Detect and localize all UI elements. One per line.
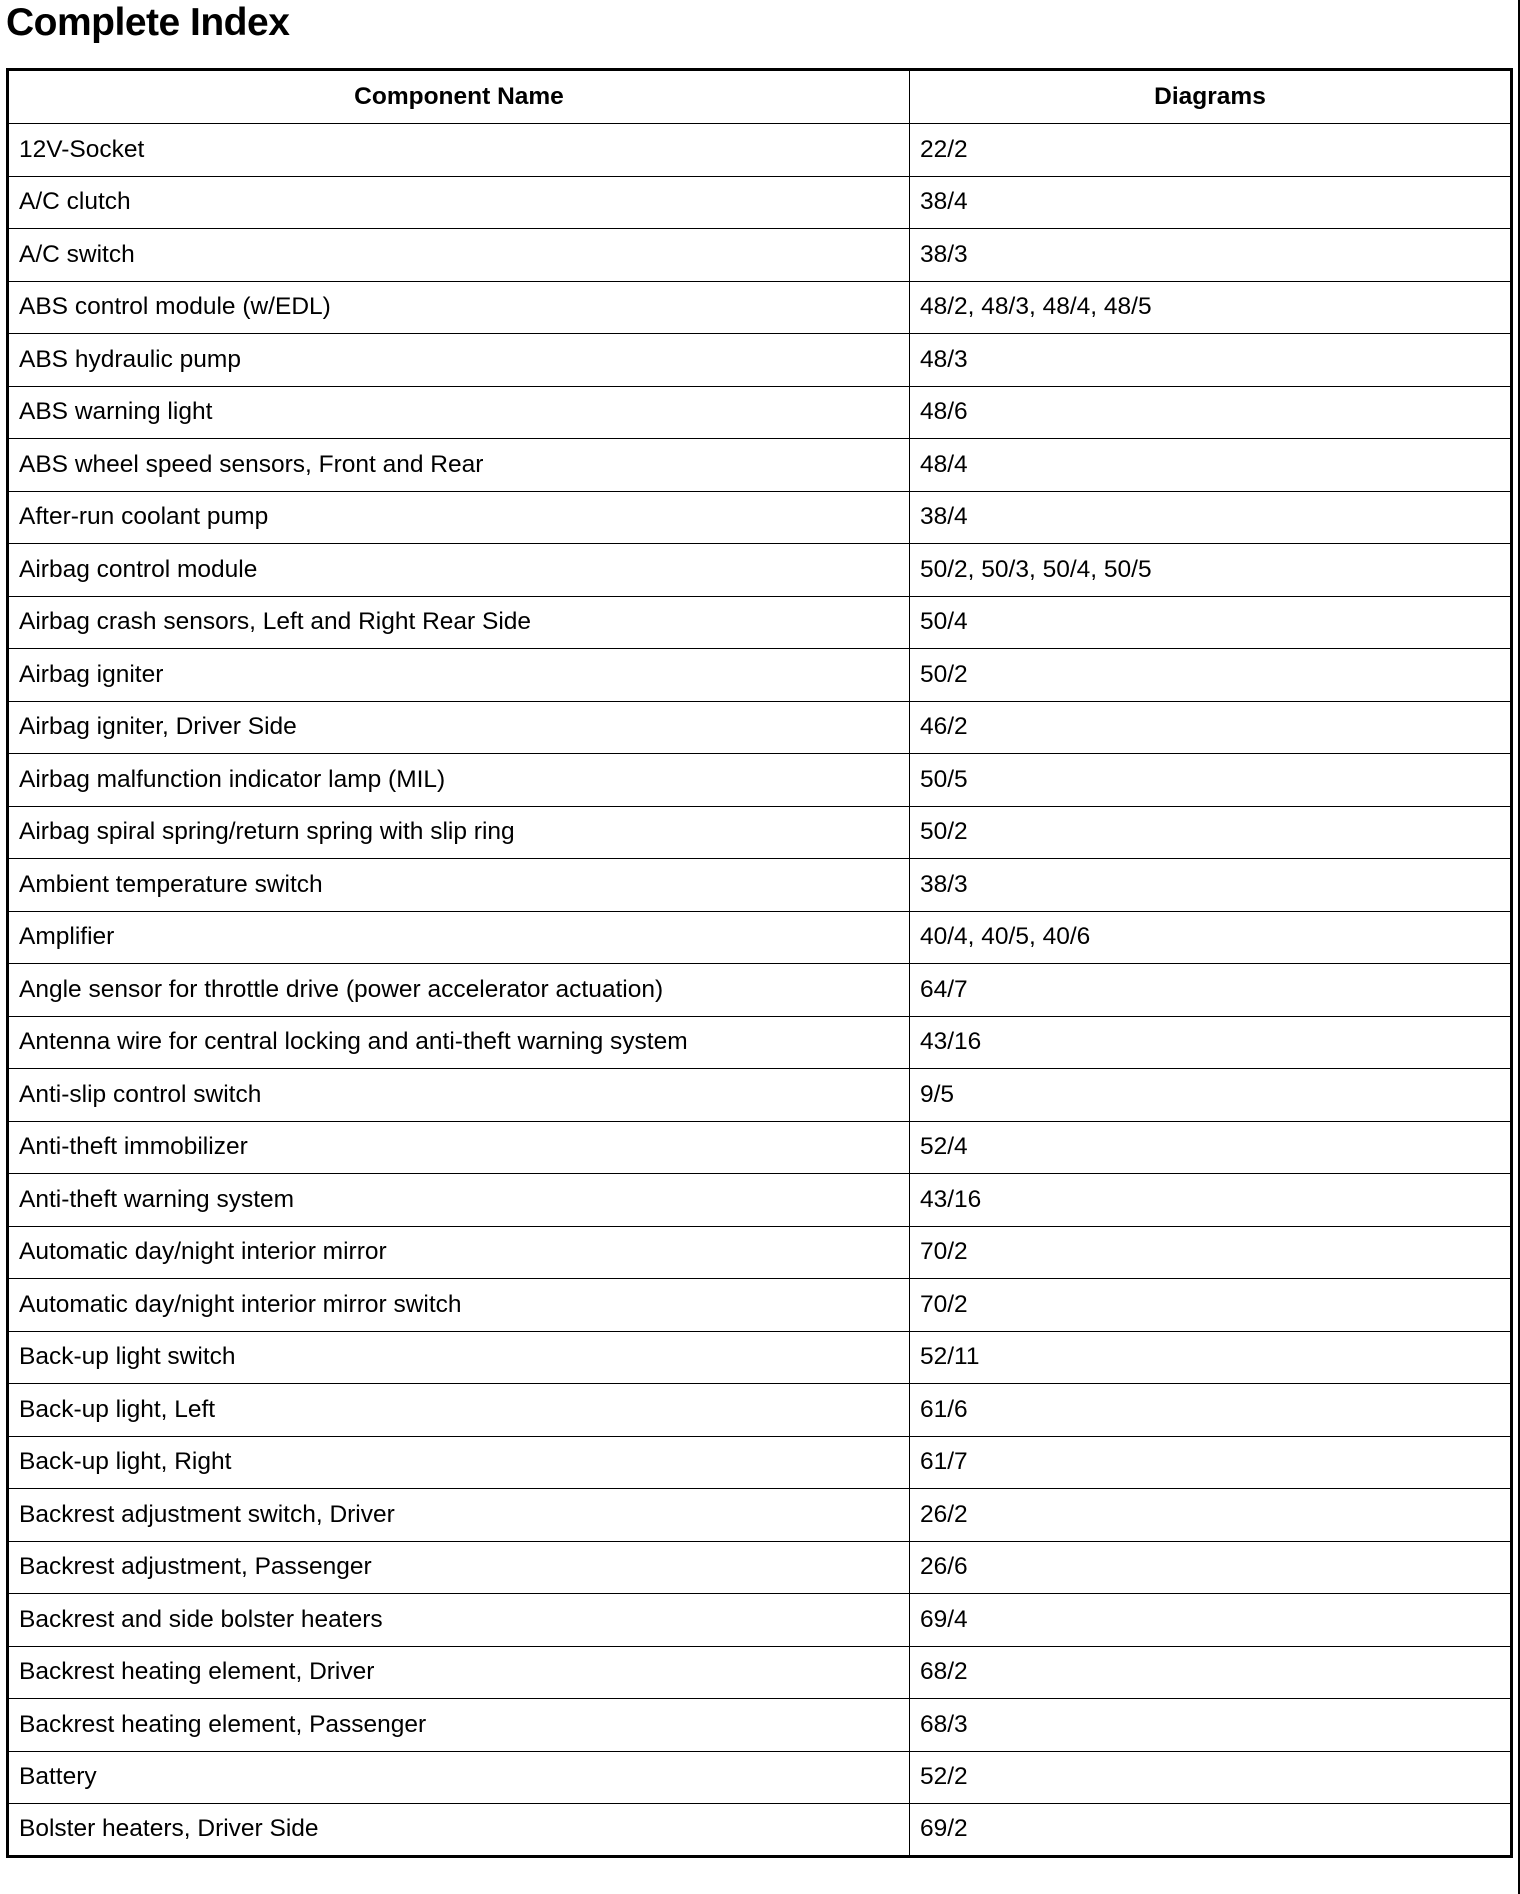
table-row (8, 754, 1512, 807)
diagrams-cell: 61/7 (910, 1436, 1512, 1489)
diagrams-cell: 50/2 (910, 649, 1512, 702)
table-body (8, 124, 1512, 1857)
table-row (8, 439, 1512, 492)
component-name-cell: Airbag malfunction indicator lamp (MIL) (8, 754, 910, 807)
page-title: Complete Index (6, 1, 290, 44)
table-row (8, 1436, 1512, 1489)
table-row (8, 596, 1512, 649)
component-name-cell: After-run coolant pump (8, 491, 910, 544)
component-name-cell: A/C switch (8, 229, 910, 282)
diagrams-cell: 48/6 (910, 386, 1512, 439)
table-row (8, 124, 1512, 177)
diagrams-cell: 38/3 (910, 229, 1512, 282)
table-row (8, 1226, 1512, 1279)
diagrams-cell: 40/4, 40/5, 40/6 (910, 911, 1512, 964)
diagrams-cell: 52/2 (910, 1751, 1512, 1804)
table-row (8, 334, 1512, 387)
table-row (8, 491, 1512, 544)
diagrams-cell: 38/4 (910, 491, 1512, 544)
diagrams-cell: 26/6 (910, 1541, 1512, 1594)
diagrams-cell: 26/2 (910, 1489, 1512, 1542)
diagrams-cell: 43/16 (910, 1016, 1512, 1069)
column-header-diagrams: Diagrams (910, 70, 1512, 124)
table-row (8, 386, 1512, 439)
component-name-cell: Airbag control module (8, 544, 910, 597)
diagrams-cell: 70/2 (910, 1226, 1512, 1279)
table-row (8, 649, 1512, 702)
component-name-cell: Back-up light switch (8, 1331, 910, 1384)
component-name-cell: Anti-slip control switch (8, 1069, 910, 1122)
component-name-cell: Airbag spiral spring/return spring with slip ring (8, 806, 910, 859)
table-row (8, 1279, 1512, 1332)
table-row (8, 701, 1512, 754)
component-name-cell: Anti-theft immobilizer (8, 1121, 910, 1174)
component-name-cell: Backrest and side bolster heaters (8, 1594, 910, 1647)
component-name-cell: Battery (8, 1751, 910, 1804)
table-row (8, 1069, 1512, 1122)
table-row (8, 281, 1512, 334)
diagrams-cell: 46/2 (910, 701, 1512, 754)
diagrams-cell: 38/4 (910, 176, 1512, 229)
component-name-cell: Automatic day/night interior mirror switch (8, 1279, 910, 1332)
component-name-cell: Airbag crash sensors, Left and Right Rear Side (8, 596, 910, 649)
table-header-row (8, 70, 1512, 124)
diagrams-cell: 68/2 (910, 1646, 1512, 1699)
diagrams-cell: 69/2 (910, 1804, 1512, 1857)
table-row (8, 1646, 1512, 1699)
table-row (8, 176, 1512, 229)
component-name-cell: Angle sensor for throttle drive (power accelerator actuation) (8, 964, 910, 1017)
diagrams-cell: 48/4 (910, 439, 1512, 492)
component-name-cell: 12V-Socket (8, 124, 910, 177)
component-name-cell: ABS wheel speed sensors, Front and Rear (8, 439, 910, 492)
component-name-cell: Back-up light, Left (8, 1384, 910, 1437)
table-row (8, 1384, 1512, 1437)
table-row (8, 1331, 1512, 1384)
diagrams-cell: 50/5 (910, 754, 1512, 807)
diagrams-cell: 70/2 (910, 1279, 1512, 1332)
diagrams-cell: 38/3 (910, 859, 1512, 912)
diagrams-cell: 69/4 (910, 1594, 1512, 1647)
table-row (8, 1174, 1512, 1227)
diagrams-cell: 61/6 (910, 1384, 1512, 1437)
component-name-cell: ABS control module (w/EDL) (8, 281, 910, 334)
table-row (8, 964, 1512, 1017)
diagrams-cell: 50/2, 50/3, 50/4, 50/5 (910, 544, 1512, 597)
component-name-cell: Airbag igniter, Driver Side (8, 701, 910, 754)
diagrams-cell: 48/2, 48/3, 48/4, 48/5 (910, 281, 1512, 334)
component-name-cell: Amplifier (8, 911, 910, 964)
diagrams-cell: 52/11 (910, 1331, 1512, 1384)
component-name-cell: Ambient temperature switch (8, 859, 910, 912)
component-name-cell: Back-up light, Right (8, 1436, 910, 1489)
diagrams-cell: 50/2 (910, 806, 1512, 859)
table-row (8, 911, 1512, 964)
table-row (8, 1489, 1512, 1542)
table-row (8, 1541, 1512, 1594)
component-index-table (6, 68, 1513, 1858)
component-name-cell: Automatic day/night interior mirror (8, 1226, 910, 1279)
table-row (8, 229, 1512, 282)
component-name-cell: ABS warning light (8, 386, 910, 439)
diagrams-cell: 9/5 (910, 1069, 1512, 1122)
diagrams-cell: 50/4 (910, 596, 1512, 649)
table-row (8, 1699, 1512, 1752)
component-name-cell: Backrest adjustment switch, Driver (8, 1489, 910, 1542)
column-header-component-name: Component Name (8, 70, 910, 124)
component-name-cell: Airbag igniter (8, 649, 910, 702)
table-row (8, 859, 1512, 912)
table-row (8, 806, 1512, 859)
table-row (8, 1751, 1512, 1804)
diagrams-cell: 43/16 (910, 1174, 1512, 1227)
table-row (8, 1121, 1512, 1174)
table-row (8, 1016, 1512, 1069)
diagrams-cell: 64/7 (910, 964, 1512, 1017)
diagrams-cell: 52/4 (910, 1121, 1512, 1174)
table-row (8, 1804, 1512, 1857)
component-name-cell: Antenna wire for central locking and anti-theft warning system (8, 1016, 910, 1069)
component-name-cell: Bolster heaters, Driver Side (8, 1804, 910, 1857)
diagrams-cell: 68/3 (910, 1699, 1512, 1752)
diagrams-cell: 48/3 (910, 334, 1512, 387)
component-name-cell: Backrest heating element, Passenger (8, 1699, 910, 1752)
component-name-cell: Backrest adjustment, Passenger (8, 1541, 910, 1594)
diagrams-cell: 22/2 (910, 124, 1512, 177)
component-name-cell: A/C clutch (8, 176, 910, 229)
table-row (8, 544, 1512, 597)
table-row (8, 1594, 1512, 1647)
component-name-cell: Anti-theft warning system (8, 1174, 910, 1227)
component-name-cell: ABS hydraulic pump (8, 334, 910, 387)
component-name-cell: Backrest heating element, Driver (8, 1646, 910, 1699)
